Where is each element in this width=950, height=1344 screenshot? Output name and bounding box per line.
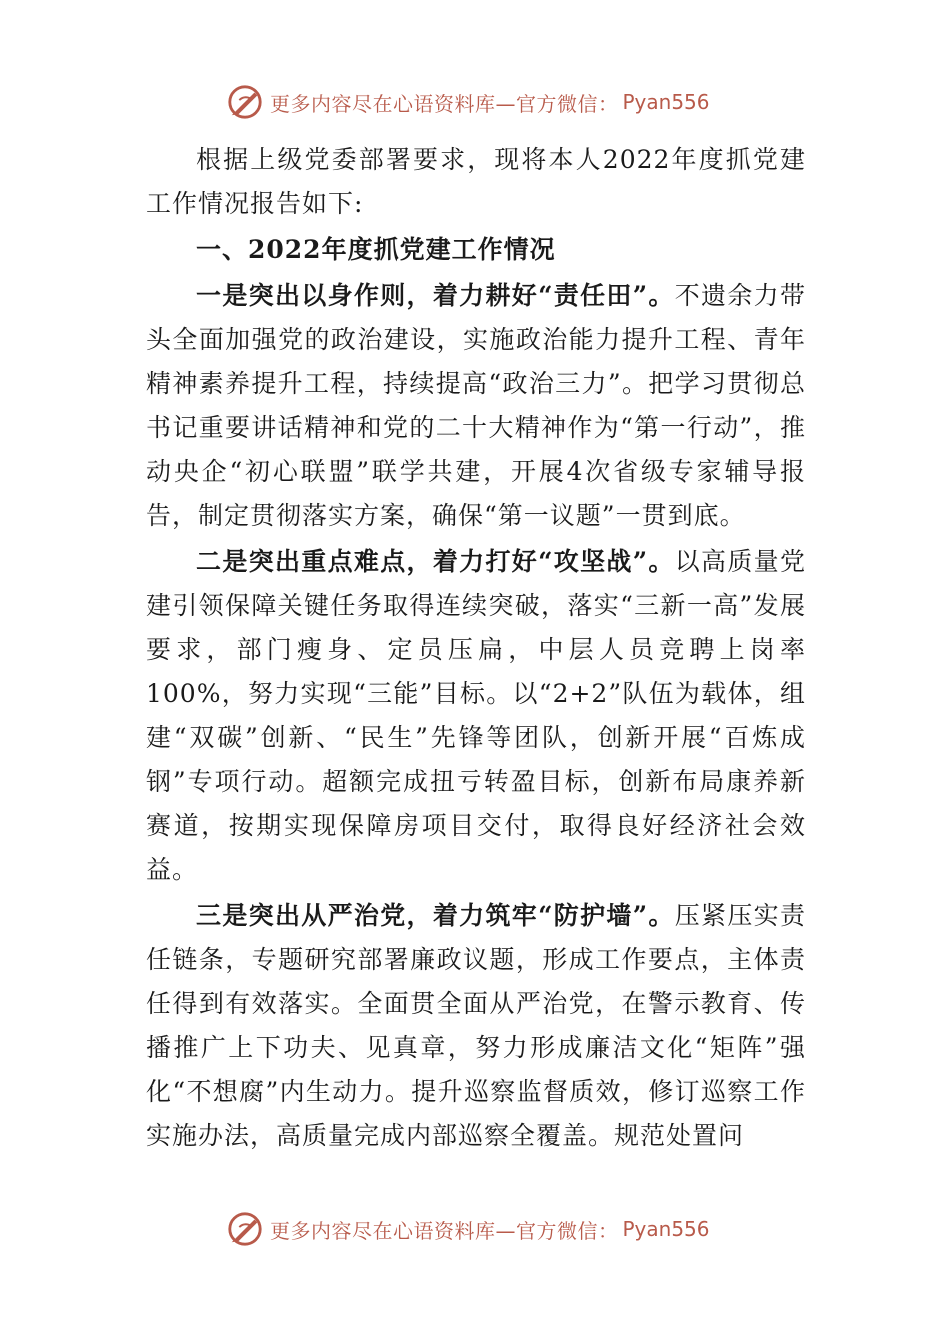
pen-logo-icon bbox=[226, 83, 264, 121]
watermark-footer bbox=[226, 1209, 746, 1249]
paragraph-2 bbox=[146, 540, 806, 892]
intro-paragraph: 根据上级党委部署要求，现将本人2022年度抓党建工作情况报告如下: bbox=[146, 145, 806, 218]
watermark-header bbox=[226, 82, 746, 122]
watermark-text: 更多内容尽在心语资料库—官方微信： bbox=[270, 1218, 619, 1243]
section-heading: 一、2022年度抓党建工作情况 bbox=[196, 235, 556, 264]
paragraph-1-body: 不遗余力带头全面加强党的政治建设，实施政治能力提升工程、青年精神素养提升工程，持续提高“政治三力”。把学习贯彻总书记重要讲话精神和党的二十大精神作为“第一行动”，推动央企“初心联盟”联学共建，开展4次省级专家辅导报告，制定贯彻落实方案，确保“第一议题”一贯到底。 bbox=[146, 281, 806, 530]
watermark-wechat-id: Pyan556 bbox=[622, 1217, 710, 1241]
paragraph-3 bbox=[146, 894, 806, 1158]
pen-logo-icon bbox=[226, 1210, 264, 1248]
paragraph-1-lead: 一是突出以身作则，着力耕好“责任田”。 bbox=[196, 281, 675, 310]
paragraph-2-body: 以高质量党建引领保障关键任务取得连续突破，落实“三新一高”发展要求，部门瘦身、定员压扁，中层人员竞聘上岗率100%，努力实现“三能”目标。以“2+2”队伍为载体，组建“双碳”创新、“民生”先锋等团队，创新开展“百炼成钢”专项行动。超额完成扭亏转盈目标，创新布局康养新赛道，按期实现保障房项目交付，取得良好经济社会效益。 bbox=[146, 547, 806, 884]
paragraph-2-lead: 二是突出重点难点，着力打好“攻坚战”。 bbox=[196, 547, 675, 576]
paragraph-1 bbox=[146, 274, 806, 538]
watermark-wechat-id: Pyan556 bbox=[622, 90, 710, 114]
document-body bbox=[146, 138, 806, 1160]
watermark-text: 更多内容尽在心语资料库—官方微信： bbox=[270, 91, 619, 116]
paragraph-3-body: 压紧压实责任链条，专题研究部署廉政议题，形成工作要点，主体责任得到有效落实。全面贯全面从严治党，在警示教育、传播推广上下功夫、见真章，努力形成廉洁文化“矩阵”强化“不想腐”内生动力。提升巡察监督质效，修订巡察工作实施办法，高质量完成内部巡察全覆盖。规范处置问 bbox=[146, 901, 806, 1150]
paragraph-3-lead: 三是突出从严治党，着力筑牢“防护墙”。 bbox=[196, 901, 675, 930]
